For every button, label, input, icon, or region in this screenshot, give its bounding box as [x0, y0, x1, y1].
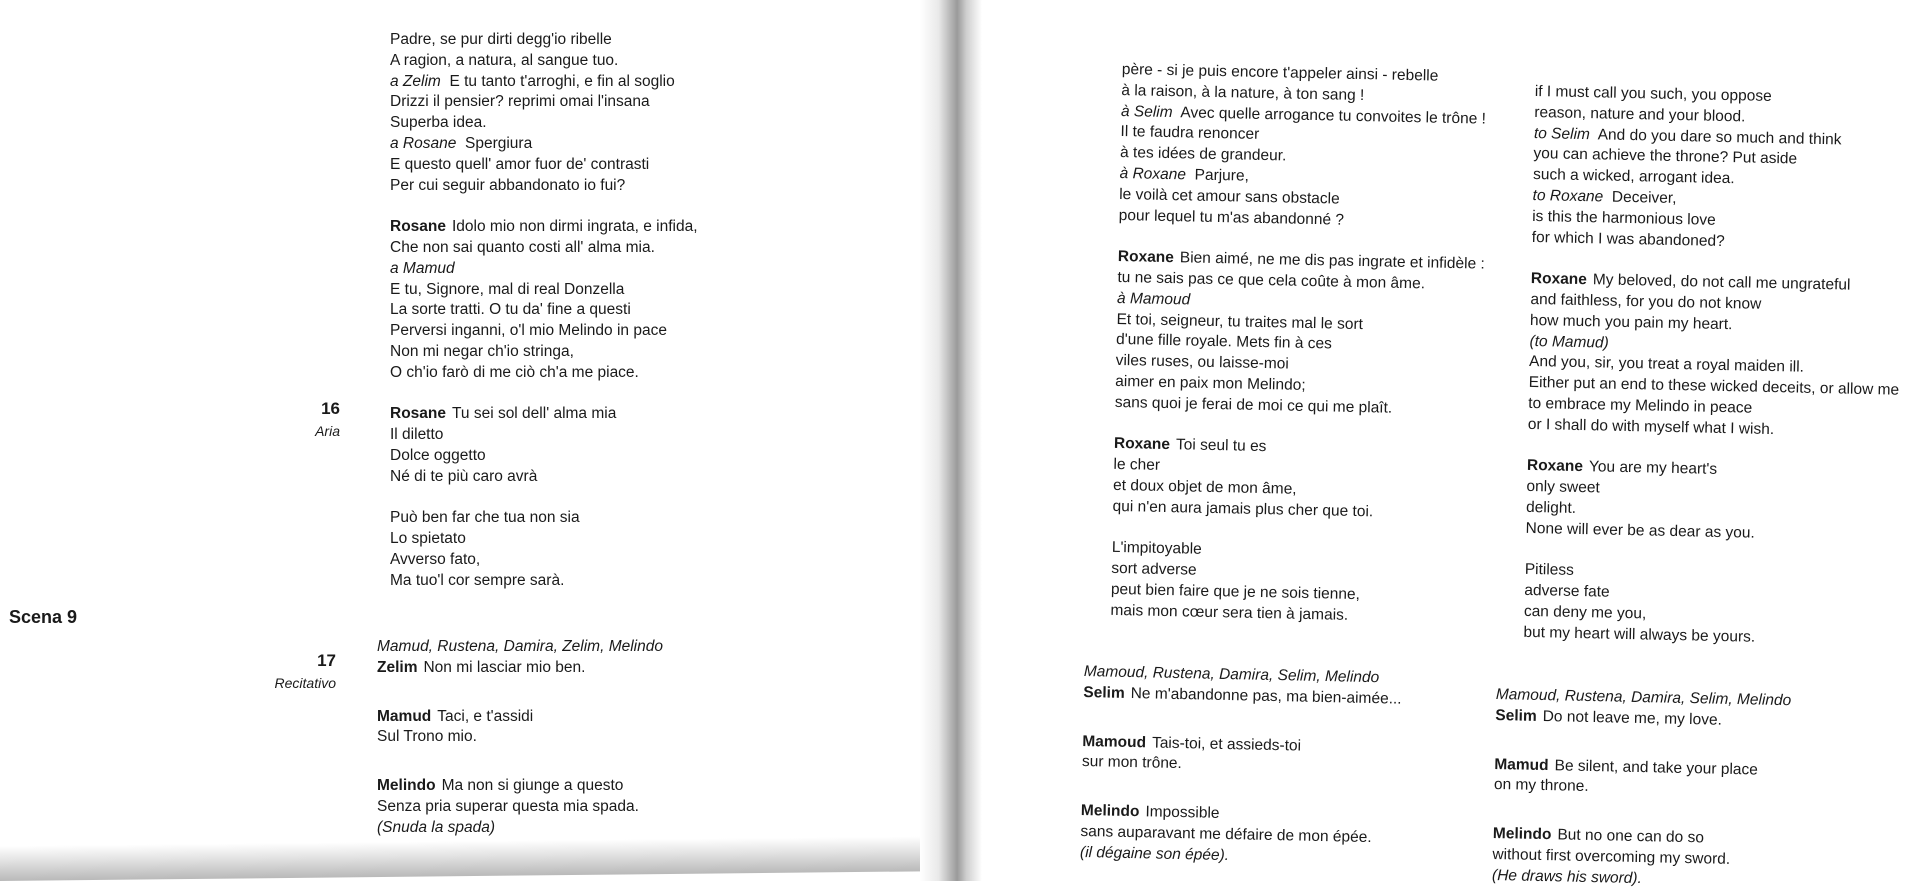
text-fragment: Deceiver,: [1611, 188, 1677, 207]
italian-column-top: [390, 30, 698, 592]
stage-direction: a Rosane: [390, 134, 457, 152]
speaker-name: Roxane: [1113, 435, 1171, 454]
text-fragment: Toi seul tu es: [1175, 436, 1267, 456]
text-line: à la raison, à la nature, à ton sang !: [1121, 81, 1365, 104]
text-line: sans auparavant me défaire de mon épée.: [1080, 822, 1372, 847]
text-line: A ragion, a natura, al sangue tuo.: [390, 51, 619, 69]
text-line: Per cui seguir abbandonato io fui?: [390, 176, 626, 194]
speaker-name: Melindo: [1080, 802, 1140, 821]
text-fragment: Tais-toi, et assieds-toi: [1151, 734, 1302, 755]
text-line: le cher: [1113, 456, 1161, 475]
text-line: L'impitoyable: [1111, 539, 1202, 559]
form-recitativo: Recitativo: [274, 675, 336, 691]
text-line: reason, nature and your blood.: [1534, 103, 1746, 126]
french-column-top: [1110, 60, 1489, 629]
text-line: can deny me you,: [1523, 602, 1647, 623]
english-column-bottom: [1492, 685, 1792, 893]
number-17: 17: [317, 651, 336, 670]
text-line: how much you pain my heart.: [1529, 311, 1733, 333]
text-fragment: Tu sei sol dell' alma mia: [452, 405, 617, 423]
speaker-name: Roxane: [1530, 270, 1588, 289]
text-line: Sul Trono mio.: [377, 728, 477, 746]
text-line: or I shall do with myself what I wish.: [1527, 415, 1775, 438]
text-fragment: E tu tanto t'arroghi, e fin al soglio: [449, 72, 675, 90]
text-line: Dolce oggetto: [390, 446, 486, 464]
page-edge-shadow: [0, 836, 945, 881]
text-line: Non mi negar ch'io stringa,: [390, 342, 574, 360]
text-fragment: Taci, e t'assidi: [437, 707, 534, 725]
text-line: delight.: [1525, 498, 1577, 517]
text-line: et doux objet de mon âme,: [1112, 476, 1297, 498]
text-line: peut bien faire que je ne sois tienne,: [1110, 580, 1361, 604]
stage-direction: (Snuda la spada): [377, 818, 496, 836]
text-line: you can achieve the throne? Put aside: [1533, 145, 1798, 168]
speaker-name: Mamud: [1494, 755, 1549, 774]
speaker-name: Roxane: [1117, 248, 1175, 267]
text-line: Avverso fato,: [390, 550, 481, 568]
book-gutter: [920, 0, 982, 881]
text-line: Drizzi il pensier? reprimi omai l'insana: [390, 93, 650, 111]
text-fragment: But no one can do so: [1557, 826, 1705, 847]
text-line: d'une fille royale. Mets fin à ces: [1115, 331, 1333, 353]
number-16: 16: [321, 399, 340, 418]
text-line: for which I was abandoned?: [1531, 228, 1725, 250]
text-line: E questo quell' amor fuor de' contrasti: [390, 155, 650, 173]
text-fragment: My beloved, do not call me ungrateful: [1592, 271, 1851, 294]
form-aria: Aria: [315, 423, 340, 439]
text-fragment: And do you dare so much and think: [1597, 125, 1842, 149]
stage-direction: a Mamud: [390, 259, 455, 277]
text-line: Ma tuo'l cor sempre sarà.: [390, 571, 565, 589]
text-line: on my throne.: [1493, 776, 1589, 796]
text-fragment: Parjure,: [1194, 166, 1250, 185]
text-line: Perversi inganni, o'l mio Melindo in pace: [390, 322, 667, 340]
spacer: [390, 196, 698, 217]
scene-characters: Mamud, Rustena, Damira, Zelim, Melindo: [377, 638, 663, 655]
stage-direction: (He draws his sword).: [1491, 866, 1643, 887]
text-line: to embrace my Melindo in peace: [1528, 394, 1753, 417]
text-line: tu ne sais pas ce que cela coûte à mon âme.: [1117, 268, 1426, 293]
text-line: [377, 658, 663, 679]
text-line: sur mon trône.: [1081, 753, 1183, 773]
text-line: Il te faudra renoncer: [1120, 123, 1260, 144]
text-line: Pitiless: [1524, 561, 1575, 580]
text-line: La sorte tratti. O tu da' fine a questi: [390, 301, 631, 319]
english-column-top: [1523, 82, 1905, 651]
text-line: [390, 217, 698, 238]
spacer: [390, 488, 698, 509]
text-line: [390, 404, 698, 425]
text-line: without first overcoming my sword.: [1492, 845, 1731, 868]
text-line: Che non sai quanto costi all' alma mia.: [390, 238, 655, 256]
speaker-name: Selim: [1495, 706, 1537, 725]
text-fragment: You are my heart's: [1588, 458, 1718, 479]
text-line: Il diletto: [390, 426, 444, 444]
stage-direction: a Zelim: [390, 72, 441, 90]
text-line: Né di te più caro avrà: [390, 467, 538, 485]
text-line: sans quoi je ferai de moi ce qui me plaît.: [1114, 393, 1393, 417]
text-line: le voilà cet amour sans obstacle: [1119, 185, 1340, 208]
text-line: Senza pria superar questa mia spada.: [377, 797, 639, 815]
stage-direction: (il dégaine son épée).: [1079, 843, 1230, 864]
text-line: [377, 707, 663, 728]
text-fragment: Non mi lasciar mio ben.: [423, 658, 586, 676]
text-line: Either put an end to these wicked deceits, or allow me: [1528, 374, 1900, 399]
text-fragment: Idolo mio non dirmi ingrata, e infida,: [452, 218, 698, 236]
text-fragment: Spergiura: [464, 134, 533, 152]
text-fragment: Avec quelle arrogance tu convoites le trône !: [1180, 103, 1487, 128]
text-line: [390, 134, 698, 155]
speaker-name: Zelim: [377, 658, 418, 676]
spacer: [377, 748, 663, 776]
speaker-name: Melindo: [377, 777, 436, 795]
text-fragment: Do not leave me, my love.: [1542, 707, 1723, 729]
text-line: adverse fate: [1524, 582, 1610, 601]
text-fragment: Ma non si giunge a questo: [441, 777, 624, 795]
text-fragment: Impossible: [1145, 803, 1220, 823]
text-line: [390, 72, 698, 93]
stage-direction: à Roxane: [1119, 164, 1187, 184]
text-line: sort adverse: [1111, 560, 1197, 579]
text-line: is this the harmonious love: [1532, 207, 1716, 229]
text-line: aimer en paix mon Melindo;: [1115, 372, 1306, 394]
speaker-name: Roxane: [1526, 457, 1584, 476]
text-fragment: Ne m'abandonne pas, ma bien-aimée...: [1130, 684, 1402, 708]
speaker-name: Selim: [1083, 683, 1125, 702]
text-line: viles ruses, ou laisse-moi: [1115, 352, 1289, 373]
text-line: but my heart will always be yours.: [1523, 623, 1756, 646]
text-line: à tes idées de grandeur.: [1119, 144, 1287, 165]
text-line: Et toi, seigneur, tu traites mal le sort: [1116, 310, 1364, 333]
text-line: [377, 776, 663, 797]
speaker-name: Melindo: [1492, 825, 1552, 844]
stage-direction: to Roxane: [1532, 186, 1604, 206]
spacer: [390, 384, 698, 405]
italian-column-bottom: [377, 637, 663, 839]
speaker-name: Rosane: [390, 218, 446, 236]
text-line: Può ben far che tua non sia: [390, 509, 580, 527]
text-line: if I must call you such, you oppose: [1534, 82, 1772, 105]
stage-direction: (to Mamud): [1529, 332, 1609, 352]
speaker-name: Mamoud: [1082, 732, 1147, 751]
text-line: Superba idea.: [390, 114, 487, 132]
text-line: such a wicked, arrogant idea.: [1532, 166, 1735, 188]
text-line: père - si je puis encore t'appeler ainsi - rebelle: [1121, 60, 1439, 85]
text-line: and faithless, for you do not know: [1530, 290, 1762, 313]
scene-label: Scena 9: [9, 607, 78, 627]
text-line: mais mon cœur sera tien à jamais.: [1110, 601, 1349, 624]
text-line: pour lequel tu m'as abandonné ?: [1118, 206, 1345, 229]
text-line: O ch'io farò di me ciò ch'a me piace.: [390, 363, 639, 381]
speaker-name: Mamud: [377, 707, 432, 725]
text-line: E tu, Signore, mal di real Donzella: [390, 280, 625, 298]
scene-characters: Mamoud, Rustena, Damira, Selim, Melindo: [1083, 662, 1380, 687]
stage-direction: à Selim: [1120, 102, 1173, 121]
text-fragment: Bien aimé, ne me dis pas ingrate et infidèle :: [1179, 249, 1485, 273]
text-line: qui n'en aura jamais plus cher que toi.: [1112, 497, 1374, 521]
spacer: [377, 679, 663, 707]
speaker-name: Rosane: [390, 405, 446, 423]
stage-direction: à Mamoud: [1116, 289, 1191, 309]
text-line: Padre, se pur dirti degg'io ribelle: [390, 31, 612, 48]
text-fragment: Be silent, and take your place: [1554, 756, 1759, 779]
text-line: None will ever be as dear as you.: [1525, 519, 1755, 542]
stage-direction: to Selim: [1533, 124, 1591, 143]
scene-characters: Mamoud, Rustena, Damira, Selim, Melindo: [1495, 685, 1792, 710]
text-line: Lo spietato: [390, 530, 466, 548]
french-column-bottom: [1080, 662, 1402, 870]
text-line: only sweet: [1526, 478, 1600, 497]
text-line: And you, sir, you treat a royal maiden ill.: [1528, 353, 1805, 377]
left-page: [0, 0, 945, 881]
